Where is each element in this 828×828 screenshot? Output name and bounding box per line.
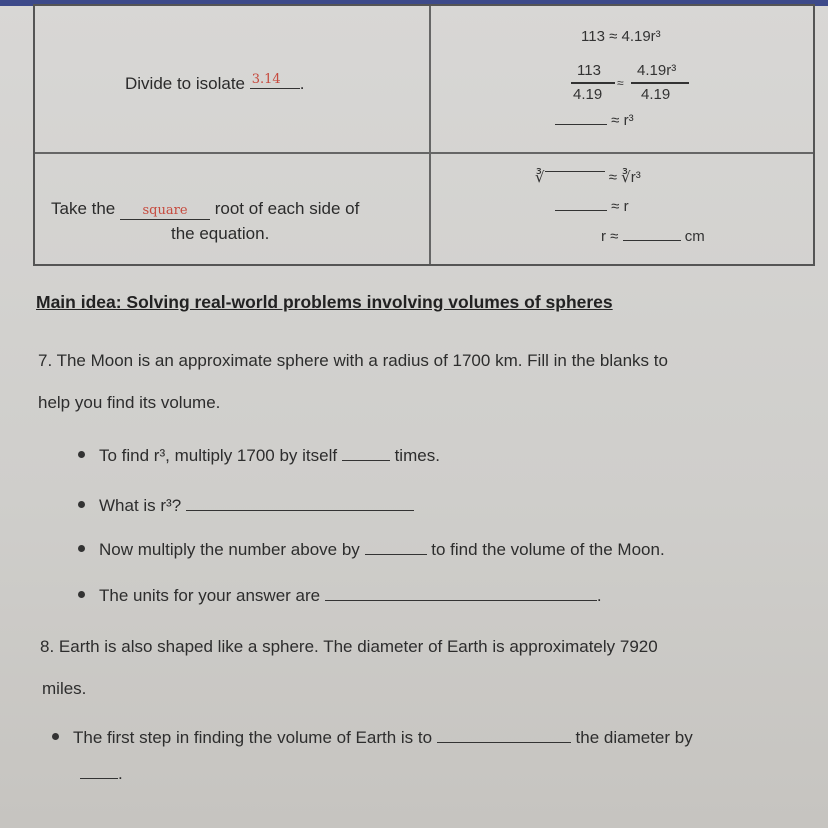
q8-b1-text-b: the diameter by <box>575 728 693 747</box>
row1-period: . <box>299 74 305 93</box>
q7-bullet-2 <box>78 496 414 516</box>
bullet-dot <box>78 545 85 552</box>
q8-line2: miles. <box>42 679 87 698</box>
q7-b4-period: . <box>596 586 602 605</box>
q7-b1-blank[interactable] <box>342 460 390 461</box>
row2-instruction-line1 <box>51 199 359 220</box>
row2-eq3 <box>601 228 705 245</box>
row2-text-b: root of each side of <box>214 199 360 218</box>
q7-bullet-4 <box>78 586 602 606</box>
row2-text-a: Take the <box>51 199 116 218</box>
cube-root-symbol: ∛ <box>535 169 545 186</box>
row2-handwritten-answer: square <box>142 203 188 218</box>
row2-eq2 <box>555 198 629 215</box>
q7-b4-text: The units for your answer are <box>99 586 321 605</box>
row1-frac-right-den: 4.19 <box>641 86 671 103</box>
row2-instruction-line2: the equation. <box>171 224 270 243</box>
row2-eq3-blank[interactable] <box>623 240 681 241</box>
row1-approx: ≈ <box>617 76 624 90</box>
q7-bullet-1 <box>78 446 440 466</box>
bullet-dot <box>78 451 85 458</box>
row1-instruction-text: Divide to isolate <box>125 74 246 93</box>
table-row-divider <box>35 152 813 154</box>
q8-bullet-1 <box>52 728 693 748</box>
row1-frac-left-num: 113 <box>577 62 601 79</box>
bullet-dot <box>78 591 85 598</box>
q7-line2: help you find its volume. <box>38 393 221 412</box>
q7-b2-text: What is r³? <box>99 496 182 515</box>
q7-b4-blank[interactable] <box>325 600 597 601</box>
row1-frac-right-num: 4.19r³ <box>637 62 677 79</box>
q7-b3-text-b: to find the volume of the Moon. <box>431 540 665 559</box>
row2-eq1-text: ≈ ∛r³ <box>608 169 641 186</box>
q8-bullet-1-cont <box>80 764 123 784</box>
row1-frac-left-den: 4.19 <box>573 86 603 103</box>
row1-eq3-text: ≈ r³ <box>611 112 634 129</box>
bullet-dot <box>78 501 85 508</box>
row2-eq1-radicand[interactable] <box>545 171 605 186</box>
q7-bullet-3 <box>78 540 665 560</box>
row1-handwritten-answer: 3.14 <box>251 72 281 87</box>
q7-b2-blank[interactable] <box>186 510 414 511</box>
row1-blank[interactable] <box>250 72 300 89</box>
q7-line1: 7. The Moon is an approximate sphere with a radius of 1700 km. Fill in the blanks to <box>38 351 668 370</box>
q8-b1-period: . <box>118 764 123 783</box>
table-column-divider <box>429 6 431 264</box>
row1-frac-right-bar <box>631 82 689 84</box>
row2-eq3-unit: cm <box>684 228 705 245</box>
q7-b1-text-b: times. <box>394 446 440 465</box>
row1-instruction <box>125 74 304 94</box>
q7-b3-text-a: Now multiply the number above by <box>99 540 360 559</box>
row2-eq3-left: r ≈ <box>601 228 619 245</box>
row1-eq3-blank[interactable] <box>555 124 607 125</box>
worksheet-table <box>33 4 815 266</box>
row2-blank[interactable] <box>120 199 210 220</box>
q7-b1-text-a: To find r³, multiply 1700 by itself <box>99 446 338 465</box>
row1-frac-left-bar <box>571 82 615 84</box>
bullet-dot <box>52 733 59 740</box>
row2-eq2-text: ≈ r <box>611 198 629 215</box>
q8-b1-blank-2[interactable] <box>80 778 118 779</box>
row1-eq3 <box>555 112 634 129</box>
q8-b1-text-a: The first step in finding the volume of Earth is to <box>73 728 433 747</box>
q8-b1-blank[interactable] <box>437 742 571 743</box>
row1-eq1: 113 ≈ 4.19r³ <box>581 28 661 45</box>
q7-b3-blank[interactable] <box>365 554 427 555</box>
q8-line1: 8. Earth is also shaped like a sphere. The diameter of Earth is approximately 7920 <box>40 637 658 656</box>
row2-eq2-blank[interactable] <box>555 210 607 211</box>
main-idea-heading: Main idea: Solving real-world problems involving volumes of spheres <box>36 292 613 312</box>
row2-eq1 <box>535 168 641 186</box>
